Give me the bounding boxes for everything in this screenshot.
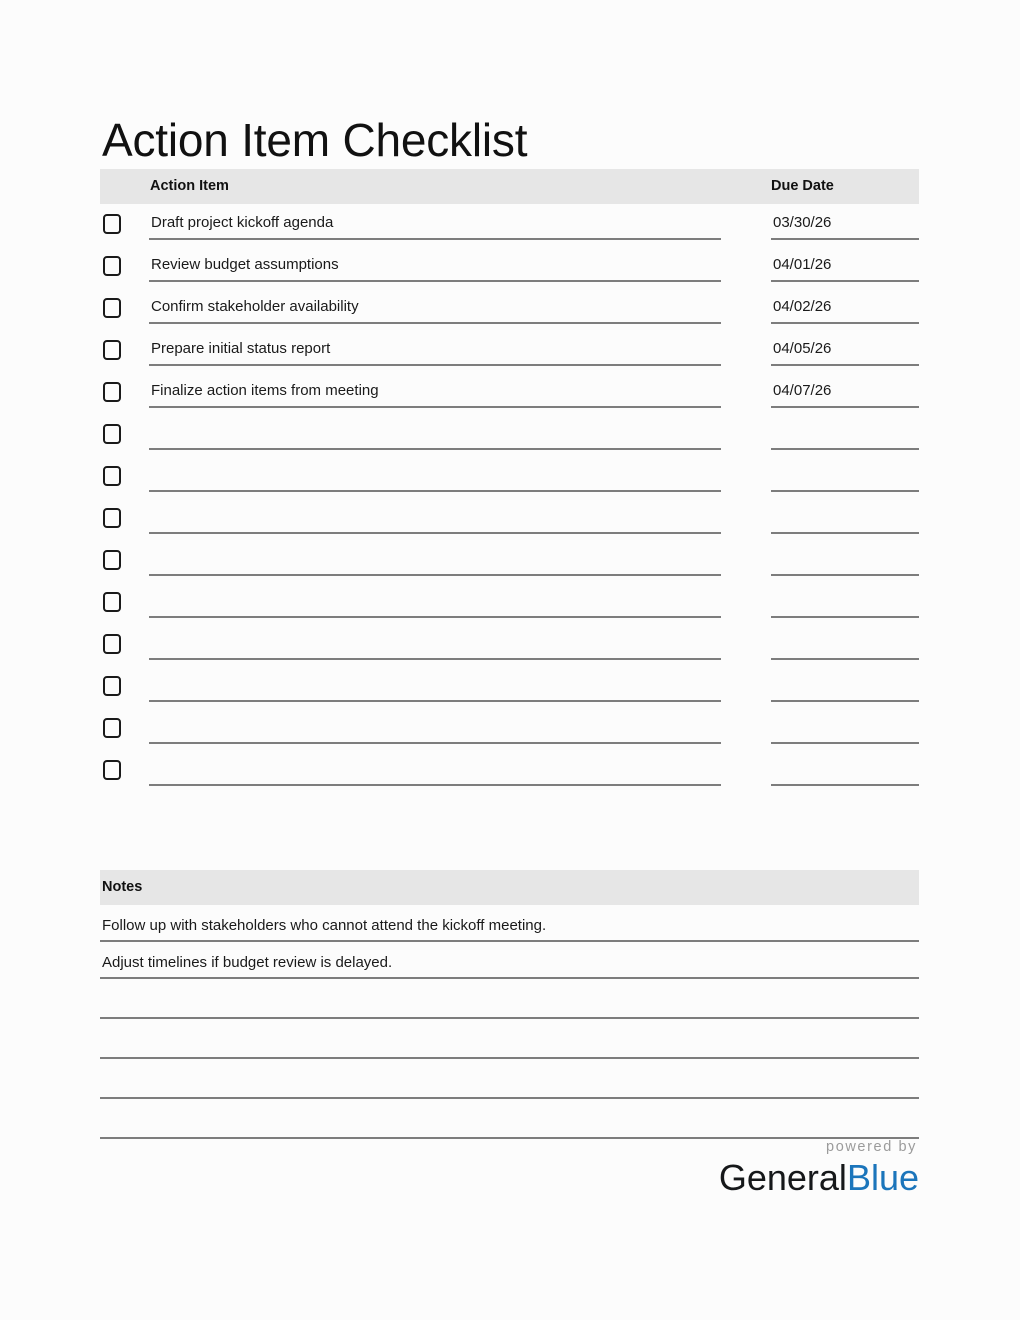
action-item-text: Confirm stakeholder availability [151, 298, 359, 315]
table-row [100, 624, 919, 666]
due-date-field[interactable] [771, 372, 919, 408]
checkbox-icon[interactable] [103, 634, 121, 654]
due-date-field[interactable] [771, 750, 919, 786]
due-date-text: 04/07/26 [773, 382, 832, 399]
due-date-field[interactable] [771, 582, 919, 618]
due-date-field[interactable] [771, 414, 919, 450]
checkbox-icon[interactable] [103, 760, 121, 780]
generalblue-logo [719, 1140, 919, 1196]
due-date-field[interactable] [771, 288, 919, 324]
checkbox-icon[interactable] [103, 424, 121, 444]
action-item-field[interactable] [149, 708, 721, 744]
action-item-field[interactable] [149, 288, 721, 324]
table-row [100, 288, 919, 330]
table-row [100, 666, 919, 708]
action-item-field[interactable] [149, 498, 721, 534]
table-row [100, 708, 919, 750]
action-item-field[interactable] [149, 540, 721, 576]
checklist-rows [100, 204, 919, 792]
note-line[interactable] [100, 1099, 919, 1139]
due-date-field[interactable] [771, 624, 919, 660]
action-item-text: Finalize action items from meeting [151, 382, 379, 399]
table-row [100, 204, 919, 246]
due-date-field[interactable] [771, 666, 919, 702]
table-row [100, 414, 919, 456]
checkbox-icon[interactable] [103, 298, 121, 318]
checkbox-icon[interactable] [103, 214, 121, 234]
table-row [100, 456, 919, 498]
action-item-field[interactable] [149, 624, 721, 660]
checkbox-icon[interactable] [103, 466, 121, 486]
note-line[interactable] [100, 1019, 919, 1059]
checkbox-icon[interactable] [103, 340, 121, 360]
table-row [100, 498, 919, 540]
checkbox-icon[interactable] [103, 256, 121, 276]
notes-heading: Notes [102, 879, 143, 895]
action-item-field[interactable] [149, 666, 721, 702]
due-date-text: 04/05/26 [773, 340, 832, 357]
notes-lines [100, 905, 919, 1139]
powered-by-label: powered by [826, 1139, 917, 1155]
note-line[interactable] [100, 1059, 919, 1099]
checklist-header-row [100, 169, 919, 204]
due-date-field[interactable] [771, 330, 919, 366]
table-row [100, 582, 919, 624]
note-line[interactable] [100, 905, 919, 942]
checkbox-icon[interactable] [103, 592, 121, 612]
action-item-field[interactable] [149, 246, 721, 282]
table-row [100, 246, 919, 288]
note-line[interactable] [100, 979, 919, 1019]
due-date-text: 04/01/26 [773, 256, 832, 273]
action-item-field[interactable] [149, 330, 721, 366]
action-item-field[interactable] [149, 372, 721, 408]
action-item-field[interactable] [149, 456, 721, 492]
notes-header-row [100, 870, 919, 905]
due-date-field[interactable] [771, 246, 919, 282]
due-date-field[interactable] [771, 540, 919, 576]
checkbox-icon[interactable] [103, 718, 121, 738]
table-row [100, 750, 919, 792]
checkbox-icon[interactable] [103, 382, 121, 402]
due-date-text: 03/30/26 [773, 214, 832, 231]
brand-name-blue: Blue [846, 1156, 919, 1198]
brand-wordmark [718, 1156, 919, 1198]
note-text: Follow up with stakeholders who cannot attend the kickoff meeting. [102, 917, 547, 934]
action-item-checklist-table [100, 169, 919, 792]
note-line[interactable] [100, 942, 919, 979]
column-header-action-item: Action Item [150, 178, 229, 194]
action-item-field[interactable] [149, 750, 721, 786]
action-item-field[interactable] [149, 414, 721, 450]
due-date-text: 04/02/26 [773, 298, 832, 315]
note-text: Adjust timelines if budget review is delayed. [102, 954, 393, 971]
due-date-field[interactable] [771, 708, 919, 744]
table-row [100, 330, 919, 372]
checkbox-icon[interactable] [103, 508, 121, 528]
page-title: Action Item Checklist [102, 113, 528, 166]
action-item-field[interactable] [149, 582, 721, 618]
due-date-field[interactable] [771, 498, 919, 534]
action-item-text: Prepare initial status report [151, 340, 331, 357]
due-date-field[interactable] [771, 456, 919, 492]
table-row [100, 372, 919, 414]
notes-section [100, 870, 919, 1139]
table-row [100, 540, 919, 582]
checkbox-icon[interactable] [103, 676, 121, 696]
due-date-field[interactable] [771, 204, 919, 240]
brand-name-general: General [718, 1156, 847, 1198]
action-item-text: Draft project kickoff agenda [151, 214, 334, 231]
column-header-due-date: Due Date [771, 178, 834, 194]
action-item-field[interactable] [149, 204, 721, 240]
action-item-text: Review budget assumptions [151, 256, 339, 273]
checkbox-icon[interactable] [103, 550, 121, 570]
